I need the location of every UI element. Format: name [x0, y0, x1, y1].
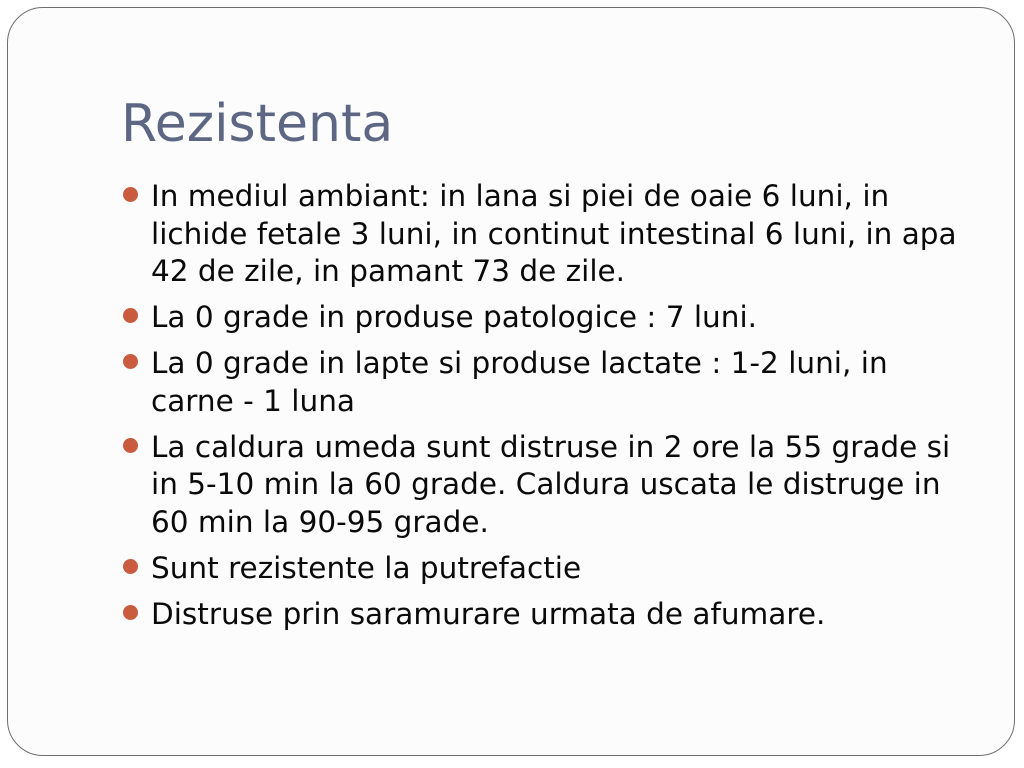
- bullet-text: La 0 grade in lapte si produse lactate : 1-2 luni, in carne - 1 luna: [151, 346, 888, 418]
- bullet-dot-icon: [123, 438, 138, 453]
- bullet-text: In mediul ambiant: in lana si piei de oaie 6 luni, in lichide fetale 3 luni, in continut intestinal 6 luni, in apa 42 de zile, in pamant 73 de zile.: [151, 179, 957, 288]
- bullet-item-heat: [121, 429, 971, 542]
- bullet-dot-icon: [123, 308, 138, 323]
- bullet-text: Distruse prin saramurare urmata de afumare.: [151, 596, 826, 631]
- bullet-dot-icon: [123, 605, 138, 620]
- bullet-dot-icon: [123, 354, 138, 369]
- bullet-item-pathologic-products: [121, 299, 971, 337]
- bullet-text: La caldura umeda sunt distruse in 2 ore la 55 grade si in 5-10 min la 60 grade. Caldura uscata le distruge in 60 min la 90-95 grade.: [151, 429, 951, 539]
- bullet-dot-icon: [123, 559, 138, 574]
- bullet-text: La 0 grade in produse patologice : 7 luni.: [151, 300, 758, 334]
- bullet-text: Sunt rezistente la putrefactie: [151, 550, 582, 585]
- bullet-dot-icon: [123, 187, 138, 202]
- bullet-item-milk-products: [121, 345, 971, 420]
- bullet-list: [121, 178, 971, 642]
- bullet-item-salting: [121, 596, 971, 634]
- bullet-item-putrefaction: [121, 550, 971, 588]
- slide-title: Rezistenta: [121, 94, 394, 154]
- slide-frame: [7, 7, 1015, 756]
- bullet-item-environment: [121, 178, 971, 291]
